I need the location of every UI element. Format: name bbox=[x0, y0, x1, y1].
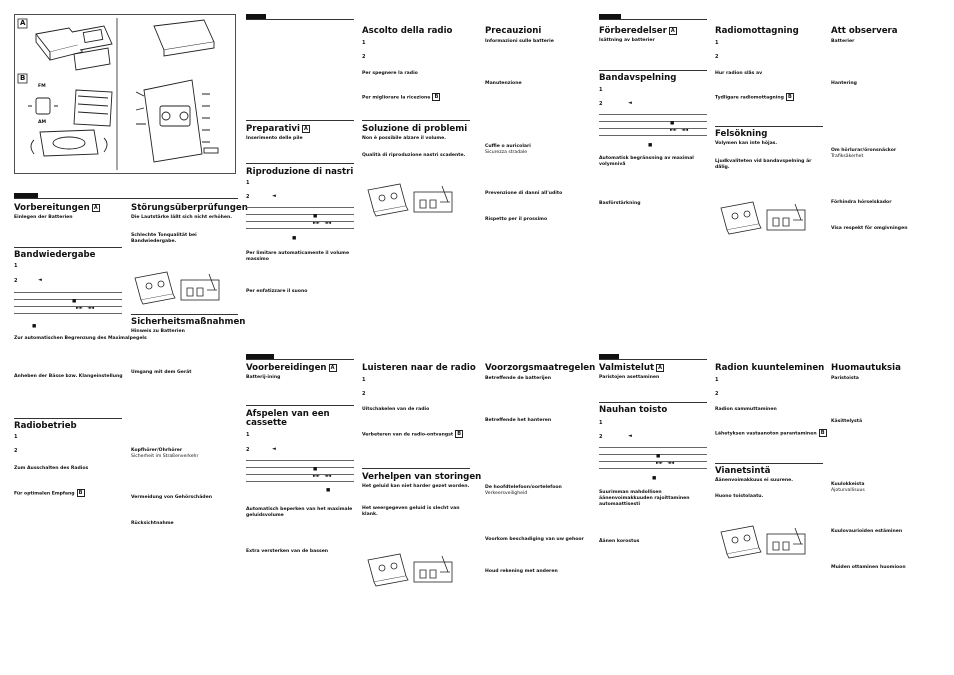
step-number: 1 bbox=[599, 420, 603, 426]
stop-icon: ■ bbox=[326, 488, 331, 493]
step-number: 1 bbox=[362, 40, 366, 46]
paragraph-heading: Paristoista bbox=[831, 376, 859, 381]
section-title: Verhelpen van storingen bbox=[362, 472, 482, 482]
paragraph-heading: Zur automatischen Begrenzung des Maximalpegels bbox=[14, 336, 147, 341]
paragraph-heading: Uitschakelen van de radio bbox=[362, 407, 430, 412]
step-number: 1 bbox=[715, 40, 719, 46]
rewind-icon: ◄ bbox=[272, 193, 276, 199]
paragraph-heading: Kopfhörer/Ohrhörer bbox=[131, 448, 183, 453]
step-number: 1 bbox=[246, 180, 250, 186]
section-title: Vorbereitungen A bbox=[14, 203, 100, 213]
subheading: Paristojen asettaminen bbox=[599, 375, 660, 380]
paragraph-heading: Houd rekening met anderen bbox=[485, 569, 558, 574]
paragraph-heading: Ljudkvaliteten vid bandavspelning är dålig. bbox=[715, 159, 812, 170]
step-number: 1 bbox=[14, 434, 18, 440]
figure-ref-icon: A bbox=[656, 364, 664, 372]
section-title: Voorbereidingen A bbox=[246, 363, 337, 373]
paragraph-heading: Kuulovaurioiden estäminen bbox=[831, 529, 903, 534]
rewind-icon: ◄ bbox=[38, 277, 42, 283]
ff-rew-icon: ►► ◄◄ bbox=[670, 128, 689, 133]
paragraph-heading: Ajoturvallisuus bbox=[831, 488, 865, 493]
paragraph-heading: Anheben der Bässe bzw. Klangeinstellung bbox=[14, 374, 123, 379]
paragraph-heading: Per migliorare la ricezione B bbox=[362, 93, 440, 102]
cleaning-illustration bbox=[366, 182, 456, 218]
stop-icon: ■ bbox=[652, 476, 657, 481]
paragraph-heading: Betreffende de batterijen bbox=[485, 376, 552, 381]
section-title: Radiobetrieb bbox=[14, 421, 77, 431]
step-number: 2 bbox=[14, 278, 18, 284]
step-number: 2 bbox=[246, 447, 250, 453]
section-title: Luisteren naar de radio bbox=[362, 363, 476, 373]
figure-label-fm: FM bbox=[38, 84, 46, 89]
paragraph-heading: Automatisk begränsning av maximal volymnivå bbox=[599, 156, 694, 167]
paragraph-heading: Voorkom beschadiging van uw gehoor bbox=[485, 537, 584, 542]
figure-ref-icon: B bbox=[786, 93, 794, 101]
step-number: 2 bbox=[246, 194, 250, 200]
paragraph-heading: Om hörlurar/öronsnäckor bbox=[831, 148, 897, 153]
section-title: Huomautuksia bbox=[831, 363, 901, 373]
paragraph-heading: Manutenzione bbox=[485, 81, 522, 86]
figure-ref-icon: B bbox=[77, 489, 85, 497]
figure-ref-icon: A bbox=[302, 125, 310, 133]
paragraph-heading: Per spegnere la radio bbox=[362, 71, 418, 76]
figure-label-b: B bbox=[20, 74, 26, 82]
paragraph-heading: Verbeteren van de radio-ontvangst B bbox=[362, 430, 463, 439]
section-title: Nauhan toisto bbox=[599, 405, 668, 415]
section-title: Bandavspelning bbox=[599, 73, 677, 83]
subheading: Batterij-ining bbox=[246, 375, 281, 380]
paragraph-heading: De hoofdtelefoon/oortelefoon bbox=[485, 485, 562, 490]
paragraph-heading: Äänenvoimakkuus ei suurene. bbox=[715, 478, 793, 483]
section-title: Felsökning bbox=[715, 129, 768, 139]
paragraph-heading: Hur radion slås av bbox=[715, 71, 763, 76]
paragraph-heading: Sicurezza stradale bbox=[485, 150, 528, 155]
blank-illustration bbox=[246, 22, 354, 114]
section-title: Att observera bbox=[831, 26, 898, 36]
paragraph-heading: Batterier bbox=[831, 39, 855, 44]
stop-icon: ■ bbox=[72, 299, 77, 304]
paragraph-heading: Cuffie o auricolari bbox=[485, 144, 531, 149]
paragraph-heading: Suurimman mahdollisen äänenvoimakkuuden rajoittaminen automaattisesti bbox=[599, 490, 690, 507]
paragraph-heading: Qualità di riproduzione nastri scadente. bbox=[362, 153, 466, 158]
paragraph-heading: Verkeersveiligheid bbox=[485, 491, 528, 496]
paragraph-heading: Kuulokkeista bbox=[831, 482, 865, 487]
paragraph-heading: Het geluid kan niet harder gezet worden. bbox=[362, 484, 470, 489]
paragraph-heading: Tydligare radiomottagning B bbox=[715, 93, 794, 102]
figure-ref-icon: A bbox=[669, 27, 677, 35]
section-title: Voorzorgsmaatregelen bbox=[485, 363, 596, 373]
cleaning-illustration bbox=[366, 552, 456, 588]
section-title: Radion kuunteleminen bbox=[715, 363, 825, 373]
section-title: Vianetsintä bbox=[715, 466, 771, 476]
paragraph-heading: Visa respekt för omgivningen bbox=[831, 226, 908, 231]
section-title: Sicherheitsmaßnahmen bbox=[131, 317, 246, 327]
cleaning-illustration bbox=[133, 270, 223, 306]
ff-rew-icon: ►► ◄◄ bbox=[313, 221, 332, 226]
figure-ref-icon: A bbox=[92, 204, 100, 212]
step-number: 2 bbox=[715, 391, 719, 397]
step-number: 2 bbox=[715, 54, 719, 60]
stop-icon: ■ bbox=[313, 214, 318, 219]
step-number: 1 bbox=[599, 87, 603, 93]
figure-ref-icon: B bbox=[819, 429, 827, 437]
paragraph-heading: Für optimalen Empfang B bbox=[14, 489, 85, 498]
paragraph-heading: Trafiksäkerhet bbox=[831, 154, 864, 159]
step-number: 2 bbox=[599, 434, 603, 440]
paragraph-heading: Umgang mit dem Gerät bbox=[131, 370, 192, 375]
figure-label-am: AM bbox=[38, 120, 47, 125]
paragraph-heading: Rispetto per il prossimo bbox=[485, 217, 548, 222]
paragraph-heading: Rücksichtnahme bbox=[131, 521, 174, 526]
section-title: Valmistelut A bbox=[599, 363, 664, 373]
paragraph-heading: Die Lautstärke läßt sich nicht erhöhen. bbox=[131, 215, 233, 220]
paragraph-heading: Huono toistolaatu. bbox=[715, 494, 764, 499]
section-title: Precauzioni bbox=[485, 26, 542, 36]
step-number: 2 bbox=[599, 101, 603, 107]
figure-label-a: A bbox=[20, 19, 26, 27]
figure-panel bbox=[14, 14, 236, 174]
paragraph-heading: Betreffende het hanteren bbox=[485, 418, 552, 423]
rewind-icon: ◄ bbox=[272, 446, 276, 452]
step-number: 2 bbox=[362, 391, 366, 397]
paragraph-heading: Hantering bbox=[831, 81, 857, 86]
stop-icon: ■ bbox=[656, 454, 661, 459]
paragraph-heading: Per limitare automaticamente il volume massimo bbox=[246, 251, 350, 262]
stop-icon: ■ bbox=[292, 236, 297, 241]
rewind-icon: ◄ bbox=[628, 433, 632, 439]
ff-rew-icon: ►► ◄◄ bbox=[313, 474, 332, 479]
subheading: Inserimento delle pile bbox=[246, 136, 303, 141]
section-title: Störungsüberprüfungen bbox=[131, 203, 248, 213]
paragraph-heading: Lähetyksen vastaanoton parantaminen B bbox=[715, 429, 827, 438]
section-title: cassette bbox=[246, 418, 287, 428]
step-number: 1 bbox=[715, 377, 719, 383]
step-number: 2 bbox=[14, 448, 18, 454]
section-title: Riproduzione di nastri bbox=[246, 167, 354, 177]
stop-icon: ■ bbox=[648, 143, 653, 148]
paragraph-heading: Sicherheit im Straßenverkehr bbox=[131, 454, 199, 459]
paragraph-heading: Muiden ottaminen huomioon bbox=[831, 565, 906, 570]
paragraph-heading: Vermeidung von Gehörschäden bbox=[131, 495, 212, 500]
paragraph-heading: Prevenzione di danni all'udito bbox=[485, 191, 563, 196]
section-title: Förberedelser A bbox=[599, 26, 677, 36]
section-title: Afspelen van een bbox=[246, 409, 330, 419]
paragraph-heading: Basförstärkning bbox=[599, 201, 641, 206]
stop-icon: ■ bbox=[670, 121, 675, 126]
paragraph-heading: Extra versterken van de bassen bbox=[246, 549, 329, 554]
cleaning-illustration bbox=[719, 200, 809, 236]
paragraph-heading: Volymen kan inte höjas. bbox=[715, 141, 778, 146]
subheading: Einlegen der Batterien bbox=[14, 215, 73, 220]
figure-ref-icon: B bbox=[455, 430, 463, 438]
step-number: 1 bbox=[14, 263, 18, 269]
paragraph-heading: Hinweis zu Batterien bbox=[131, 329, 185, 334]
section-title: Preparativi A bbox=[246, 124, 310, 134]
paragraph-heading: Automatisch beperken van het maximale geluidsvolume bbox=[246, 507, 353, 518]
section-title: Soluzione di problemi bbox=[362, 124, 468, 134]
paragraph-heading: Schlechte Tonqualität bei Bandwiedergabe. bbox=[131, 233, 197, 244]
step-number: 1 bbox=[246, 432, 250, 438]
figure-ref-icon: A bbox=[329, 364, 337, 372]
section-title: Radiomottagning bbox=[715, 26, 799, 36]
paragraph-heading: Käsittelystä bbox=[831, 419, 863, 424]
stop-icon: ■ bbox=[32, 324, 37, 329]
paragraph-heading: Informazioni sulle batterie bbox=[485, 39, 554, 44]
ff-rew-icon: ►► ◄◄ bbox=[656, 461, 675, 466]
paragraph-heading: Zum Ausschalten des Radios bbox=[14, 466, 89, 471]
stop-icon: ■ bbox=[313, 467, 318, 472]
paragraph-heading: Förhindra hörselskador bbox=[831, 200, 892, 205]
figure-ref-icon: B bbox=[432, 93, 440, 101]
paragraph-heading: Radion sammuttaminen bbox=[715, 407, 777, 412]
device-illustration bbox=[14, 14, 236, 174]
cleaning-illustration bbox=[719, 524, 809, 560]
section-title: Ascolto della radio bbox=[362, 26, 453, 36]
rewind-icon: ◄ bbox=[628, 100, 632, 106]
step-number: 1 bbox=[362, 377, 366, 383]
paragraph-heading: Äänen korostus bbox=[599, 539, 640, 544]
step-number: 2 bbox=[362, 54, 366, 60]
paragraph-heading: Het weergegeven geluid is slecht van klank. bbox=[362, 506, 460, 517]
section-title: Bandwiedergabe bbox=[14, 250, 96, 260]
paragraph-heading: Per enfatizzare il suono bbox=[246, 289, 308, 294]
subheading: Isättning av batterier bbox=[599, 38, 655, 43]
paragraph-heading: Non è possibile alzare il volume. bbox=[362, 136, 447, 141]
ff-rew-icon: ►► ◄◄ bbox=[76, 306, 95, 311]
